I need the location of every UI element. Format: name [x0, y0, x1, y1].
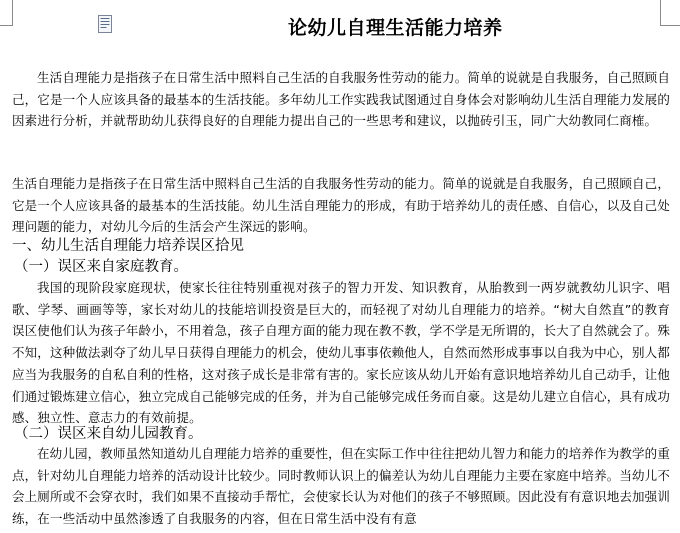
intro-paragraph: 生活自理能力是指孩子在日常生活中照料自己生活的自我服务性劳动的能力。简单的说就是自我服务，自己照顾自己，它是一个人应该具备的最基本的生活技能。多年幼儿工作实践我试图通过自身体会对影响幼儿生活自理能力发展的因素进行分析，并就帮助幼儿获得良好的自理能力提出自己的一些思考和建议，以抛砖引玉，同广大幼教同仁商榷。: [12, 70, 670, 129]
kindergarten-education-paragraph: 在幼儿园，教师虽然知道幼儿自理能力培养的重要性，但在实际工作中往往把幼儿智力和能力的培养作为教学的重点，针对幼儿自理能力培养的活动设计比较少。同时教师认识上的偏差认为幼儿自理能力主要在家庭中培养。当幼儿不会上厕所或不会穿衣时，我们如果不直接动手帮忙，会使家长认为对他们的孩子不够照顾。因此没有有意识地去加强训练，在一些活动中虽然渗透了自我服务的内容，但在日常生活中没有有意: [12, 446, 670, 527]
family-education-paragraph: 我国的现阶段家庭现状，使家长往往特别重视对孩子的智力开发、知识教育，从胎教到一两岁就教幼儿识字、唱歌、学琴、画画等等，家长对幼儿的技能培训投资是巨大的，而轻视了对幼儿自理能力的培养。“树大自然直”的教育误区使他们认为孩子年龄小，不用着急，孩子自理方面的能力现在教不教，学不学是无所谓的，长大了自然就会了。殊不知，这种做法剥夺了幼儿早日获得自理能力的机会，使幼儿事事依赖他人，自然而然形成事事以自我为中心，别人都应当为我服务的自私自利的性格，这对孩子成长是非常有害的。家长应该从幼儿开始有意识地培养幼儿自己动手，让他们通过锻炼建立信心，独立完成自己能够完成的任务，并为自己能够完成任务而自豪。这是幼儿建立自信心，具有成功感、独立性、意志力的有效前提。: [12, 280, 670, 426]
definition-paragraph: 生活自理能力是指孩子在日常生活中照料自己生活的自我服务性劳动的能力。简单的说就是自我服务，自己照顾自己，它是一个人应该具备的最基本的生活技能。幼儿生活自理能力的形成，有助于培养幼儿的责任感、自信心，以及自己处理问题的能力，对幼儿今后的生活会产生深远的影响。: [12, 176, 670, 235]
subsection-heading-kindergarten: （二）误区来自幼儿园教育。: [14, 426, 203, 442]
subsection-heading-family: （一）误区来自家庭教育。: [14, 259, 188, 275]
document-title: 论幼儿自理生活能力培养: [288, 17, 503, 39]
section-heading-1: 一、幼儿生活自理能力培养误区拾见: [12, 238, 244, 254]
